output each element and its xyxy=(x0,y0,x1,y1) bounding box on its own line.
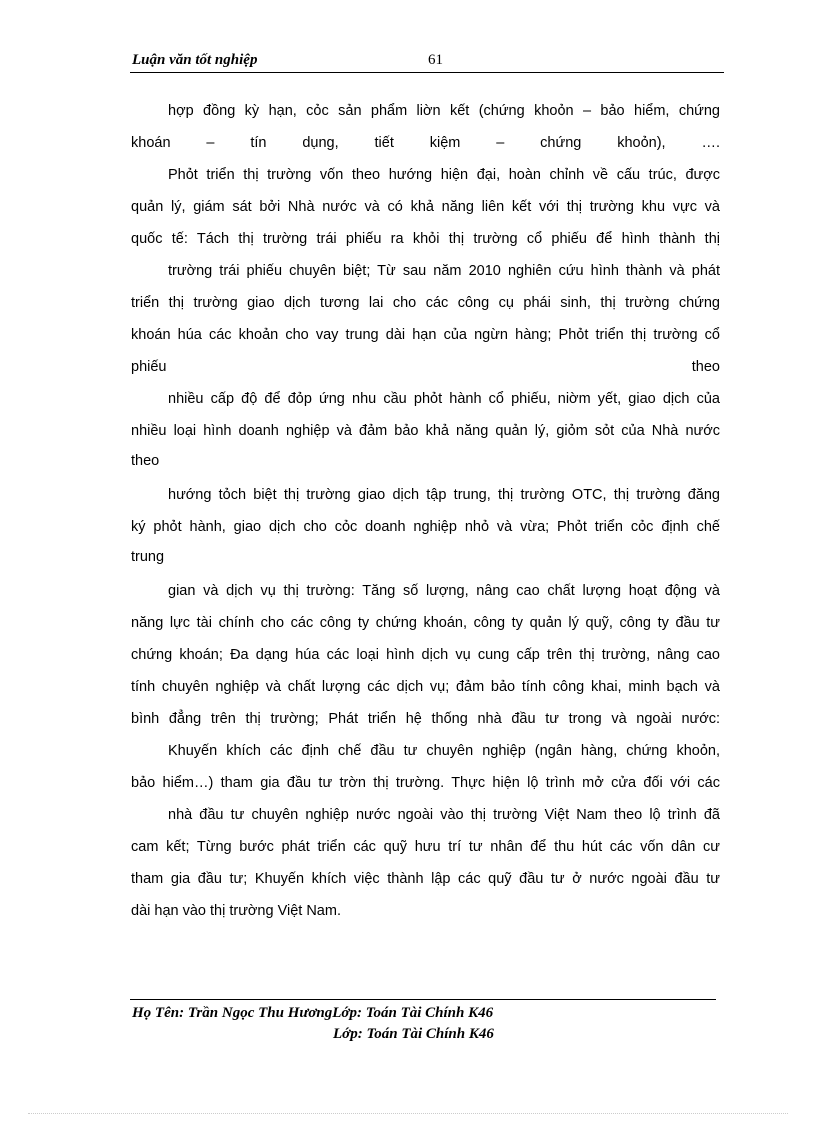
text-line: quốc tế: Tách thị trường trái phiếu ra khỏi thị trường cổ phiếu để hình thành thị xyxy=(131,231,720,247)
text-line: nhà đầu tư chuyên nghiệp nước ngoài vào thị trường Việt Nam theo lộ trình đã xyxy=(168,807,720,823)
page-bottom-border xyxy=(28,1113,788,1114)
text-line: phiếu theo xyxy=(131,359,720,375)
text-line: nhiều cấp độ để đỏp ứng nhu cầu phỏt hành cổ phiếu, niờm yết, giao dịch của xyxy=(168,391,720,407)
footer-author: Họ Tên: Trần Ngọc Thu HươngLớp: Toán Tài Chính K46 xyxy=(132,1005,494,1021)
text-line: tham gia đầu tư; Khuyến khích việc thành lập các quỹ đầu tư ở nước ngoài đầu tư xyxy=(131,871,720,887)
text-line: gian và dịch vụ thị trường: Tăng số lượng, nâng cao chất lượng hoạt động và xyxy=(168,583,720,599)
text-line: hướng tỏch biệt thị trường giao dịch tập trung, thị trường OTC, thị trường đăng xyxy=(168,487,720,503)
text-line: quản lý, giám sát bởi Nhà nước và có khả năng liên kết với thị trường khu vực và xyxy=(131,199,720,215)
text-line: tính chuyên nghiệp và chất lượng các dịch vụ; đảm bảo tính công khai, minh bạch và xyxy=(131,679,720,695)
text-line: Khuyến khích các định chế đầu tư chuyên nghiệp (ngân hàng, chứng khoỏn, xyxy=(168,743,720,759)
text-line: năng lực tài chính cho các công ty chứng khoán, công ty quản lý quỹ, công ty đầu tư xyxy=(131,615,720,631)
header-title: Luận văn tốt nghiệp xyxy=(132,52,258,68)
text-line: khoán – tín dụng, tiết kiệm – chứng khoỏn), …. xyxy=(131,135,720,151)
footer-class: Lớp: Toán Tài Chính K46 xyxy=(333,1026,494,1042)
text-line: cam kết; Từng bước phát triển các quỹ hưu trí tư nhân để thu hút các vốn dân cư xyxy=(131,839,720,855)
page-footer xyxy=(130,999,716,1042)
text-line: triển thị trường giao dịch tương lai cho các công cụ phái sinh, thị trường chứng xyxy=(131,295,720,311)
text-line: khoán húa các khoản cho vay trung dài hạn của ngừn hàng; Phỏt triển thị trường cổ xyxy=(131,327,720,343)
text-line: bình đẳng trên thị trường; Phát triển hệ thống nhà đầu tư trong và ngoài nước: xyxy=(131,711,720,727)
text-line: chứng khoán; Đa dạng húa các loại hình dịch vụ cung cấp trên thị trường, nâng cao xyxy=(131,647,720,663)
page-header xyxy=(130,50,724,73)
text-line: nhiều loại hình doanh nghiệp và đảm bảo khả năng quản lý, giỏm sỏt của Nhà nước xyxy=(131,423,720,439)
text-line: trường trái phiếu chuyên biệt; Từ sau năm 2010 nghiên cứu hình thành và phát xyxy=(168,263,720,279)
text-line: Phỏt triển thị trường vốn theo hướng hiện đại, hoàn chỉnh về cấu trúc, được xyxy=(168,167,720,183)
page-number: 61 xyxy=(428,52,443,68)
text-line: theo xyxy=(131,453,160,469)
text-line: ký phỏt hành, giao dịch cho cỏc doanh nghiệp nhỏ và vừa; Phỏt triển cỏc định chế xyxy=(131,519,720,535)
text-line: trung xyxy=(131,549,165,565)
text-line: dài hạn vào thị trường Việt Nam. xyxy=(131,903,341,919)
text-line: bảo hiểm…) tham gia đầu tư trờn thị trường. Thực hiện lộ trình mở cửa đối với các xyxy=(131,775,720,791)
text-line: hợp đồng kỳ hạn, cỏc sản phẩm liờn kết (chứng khoỏn – bảo hiểm, chứng xyxy=(168,103,720,119)
